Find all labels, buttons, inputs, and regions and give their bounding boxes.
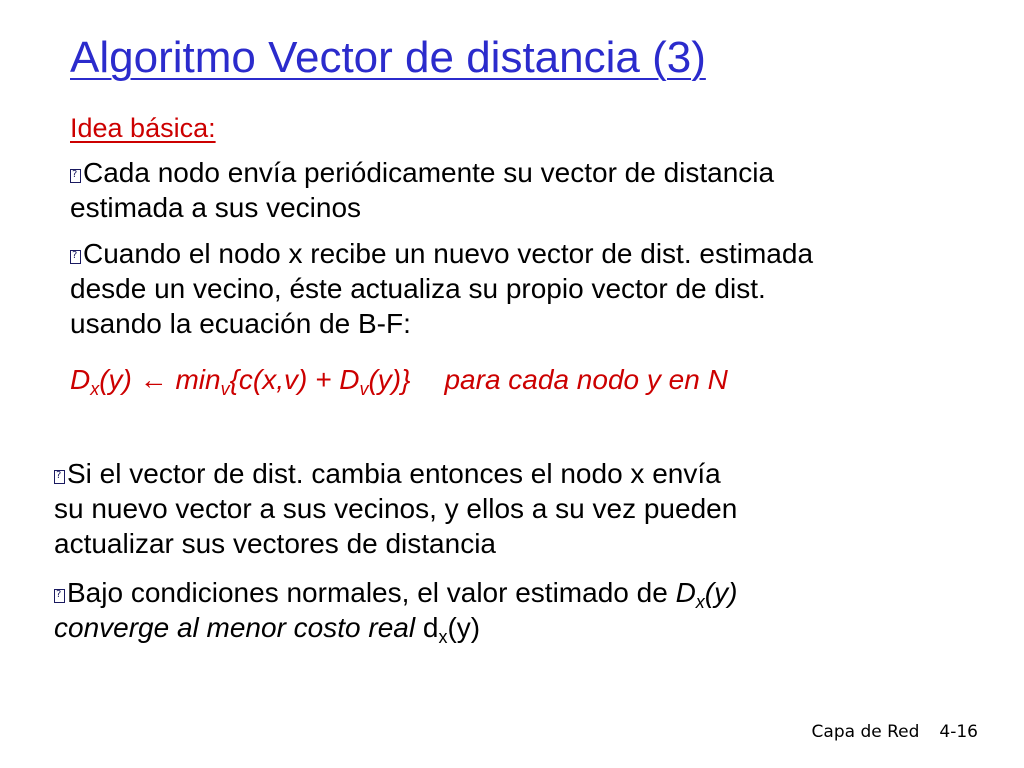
bullet-4-D: D [675,577,696,608]
footer-label: Capa de Red [811,722,920,742]
bullet-4-d-y: (y) [447,612,481,643]
eq-tail: (y)} [368,364,411,395]
page-number: 4-16 [939,722,978,742]
subheading: Idea básica: [70,113,216,143]
eq-d: D [70,364,91,395]
slide-footer [812,720,978,744]
bullet-4-line-2-italic: converge al menor costo real [54,612,416,643]
bullet-1-line-2: estimada a sus vecinos [70,192,362,223]
bullet-4-y: (y) [704,577,738,608]
bullet-4-d-sub: x [438,627,448,647]
bullet-2 [70,236,813,341]
eq-note: para cada nodo y en N [444,364,728,395]
bullet-2-line-2: desde un vecino, éste actualiza su propio vector de dist. [70,273,766,304]
eq-v-sub: v [220,379,230,399]
slide-title: Algoritmo Vector de distancia (3) [70,33,706,82]
bullet-3-line-1: Si el vector de dist. cambia entonces el nodo x envía [67,458,721,489]
bellman-ford-equation [70,360,728,400]
bullet-4 [54,575,737,645]
bullet-3 [54,456,737,561]
bullet-icon [54,589,65,603]
eq-v-sub-2: v [359,379,369,399]
bullet-icon [70,250,81,264]
bullet-1-line-1: Cada nodo envía periódicamente su vector de distancia [83,157,775,188]
bullet-icon [70,169,81,183]
bullet-1 [70,155,774,225]
bullet-2-line-1: Cuando el nodo x recibe un nuevo vector de dist. estimada [83,238,814,269]
bullet-3-line-2: su nuevo vector a sus vecinos, y ellos a su vez pueden [54,493,738,524]
eq-x-sub: x [90,379,100,399]
bullet-4-line-1-text: Bajo condiciones normales, el valor estimado de [67,577,676,608]
bullet-4-d: d [415,612,439,643]
eq-y-min: (y) ← min [99,364,221,395]
bullet-4-x-sub: x [695,592,705,612]
bullet-icon [54,470,65,484]
eq-inner: {c(x,v) + D [229,364,360,395]
bullet-2-line-3: usando la ecuación de B-F: [70,308,411,339]
bullet-3-line-3: actualizar sus vectores de distancia [54,528,496,559]
